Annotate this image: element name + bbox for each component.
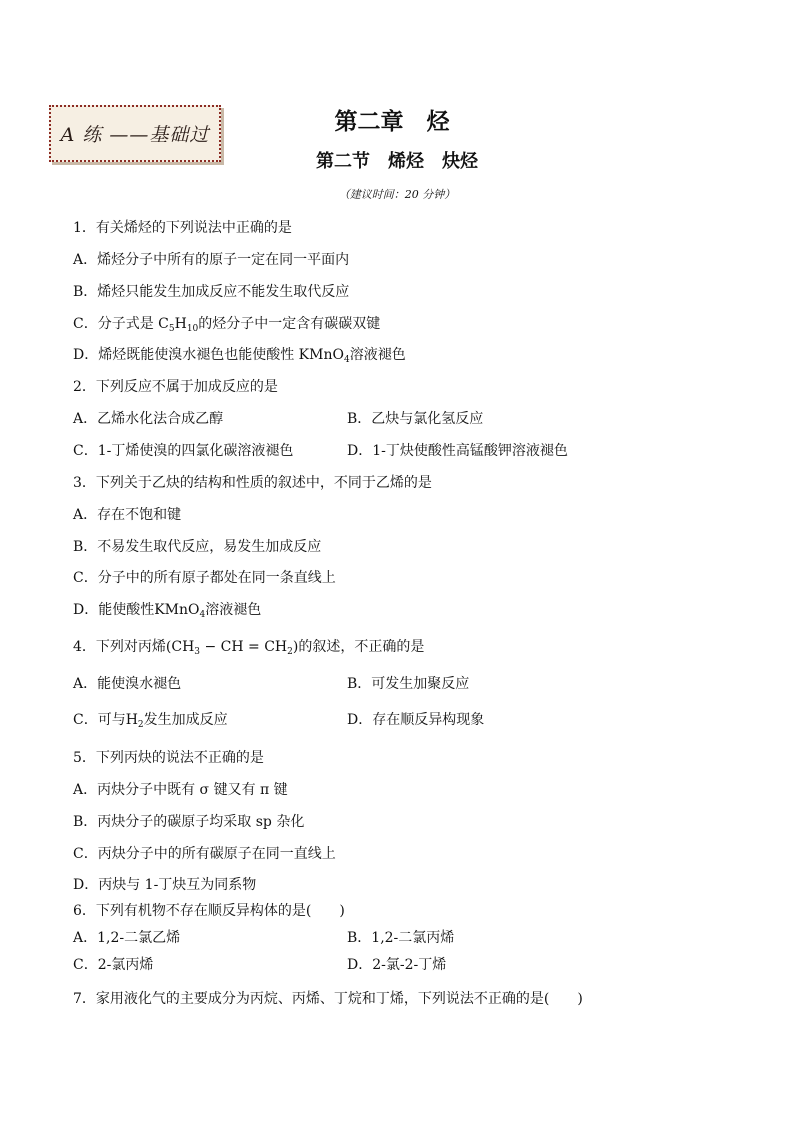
question-6-option-c: C．2-氯丙烯 <box>73 957 154 973</box>
question-5-option-b: B．丙炔分子的碳原子均采取 sp 杂化 <box>73 814 305 830</box>
subscript: 2 <box>137 720 144 730</box>
question-2-option-b: B．乙炔与氯化氢反应 <box>347 411 484 427</box>
question-1-stem: 1．有关烯烃的下列说法中正确的是 <box>73 220 292 236</box>
question-1-option-d <box>73 346 406 364</box>
option-text: 的烃分子中一定含有碳碳双键 <box>198 316 381 332</box>
subscript: 2 <box>287 647 293 657</box>
question-5-stem: 5．下列丙炔的说法不正确的是 <box>73 750 264 766</box>
section-title: 第二节 烯烃 炔烃 <box>316 151 478 172</box>
question-4-stem <box>73 638 424 656</box>
subscript: 5 <box>168 324 175 334</box>
subscript: 3 <box>194 647 201 657</box>
option-text: C．分子式是 C <box>73 316 169 332</box>
subscript: 4 <box>343 355 350 365</box>
option-text: C．可与H <box>73 712 138 728</box>
question-1-option-c <box>73 315 380 333</box>
question-4-option-c <box>73 711 228 729</box>
question-6-option-d: D．2-氯-2-丁烯 <box>347 957 447 973</box>
question-6-option-b: B．1,2-二氯丙烯 <box>347 930 455 946</box>
question-7-stem: 7．家用液化气的主要成分为丙烷、丙烯、丁烷和丁烯，下列说法不正确的是( ) <box>73 991 583 1007</box>
question-4-option-d: D．存在顺反异构现象 <box>347 712 485 728</box>
option-text: 发生加成反应 <box>143 712 228 728</box>
question-6-stem: 6．下列有机物不存在顺反异构体的是( ) <box>73 903 345 919</box>
question-5-option-d: D．丙炔与 1-丁炔互为同系物 <box>73 877 257 893</box>
question-1-option-b: B．烯烃只能发生加成反应不能发生取代反应 <box>73 284 350 300</box>
question-3-option-d <box>73 601 261 619</box>
question-3-option-a: A．存在不饱和键 <box>73 507 182 523</box>
badge-label: A 练 ——基础过 <box>60 124 210 146</box>
question-6-option-a: A．1,2-二氯乙烯 <box>73 930 181 946</box>
subscript: 10 <box>186 324 199 334</box>
chapter-title: 第二章 烃 <box>334 108 450 135</box>
question-2-stem: 2．下列反应不属于加成反应的是 <box>73 379 278 395</box>
option-text: H <box>174 316 187 332</box>
question-4-option-b: B．可发生加聚反应 <box>347 676 470 692</box>
stem-text: − CH = CH <box>200 639 288 655</box>
option-text: D．烯烃既能使溴水褪色也能使酸性 KMnO <box>73 347 344 363</box>
stem-text: 4．下列对丙烯(CH <box>73 639 195 655</box>
question-1-option-a: A．烯烃分子中所有的原子一定在同一平面内 <box>73 252 350 268</box>
subscript: 4 <box>199 610 206 620</box>
stem-text: )的叙述，不正确的是 <box>292 639 425 655</box>
question-5-option-c: C．丙炔分子中的所有碳原子在同一直线上 <box>73 846 336 862</box>
option-text: D．能使酸性KMnO <box>73 602 200 618</box>
option-text: 溶液褪色 <box>205 602 262 618</box>
question-2-option-d: D．1-丁炔使酸性高锰酸钾溶液褪色 <box>347 443 568 459</box>
question-2-option-c: C．1-丁烯使溴的四氯化碳溶液褪色 <box>73 443 294 459</box>
question-3-option-c: C．分子中的所有原子都处在同一条直线上 <box>73 570 336 586</box>
question-2-option-a: A．乙烯水化法合成乙醇 <box>73 411 224 427</box>
question-3-option-b: B．不易发生取代反应，易发生加成反应 <box>73 539 322 555</box>
suggested-time-note: （建议时间：20 分钟） <box>338 188 456 201</box>
question-3-stem: 3．下列关于乙炔的结构和性质的叙述中，不同于乙烯的是 <box>73 475 432 491</box>
option-text: 溶液褪色 <box>349 347 406 363</box>
question-4-option-a: A．能使溴水褪色 <box>73 676 182 692</box>
question-5-option-a: A．丙炔分子中既有 σ 键又有 π 键 <box>73 782 288 798</box>
